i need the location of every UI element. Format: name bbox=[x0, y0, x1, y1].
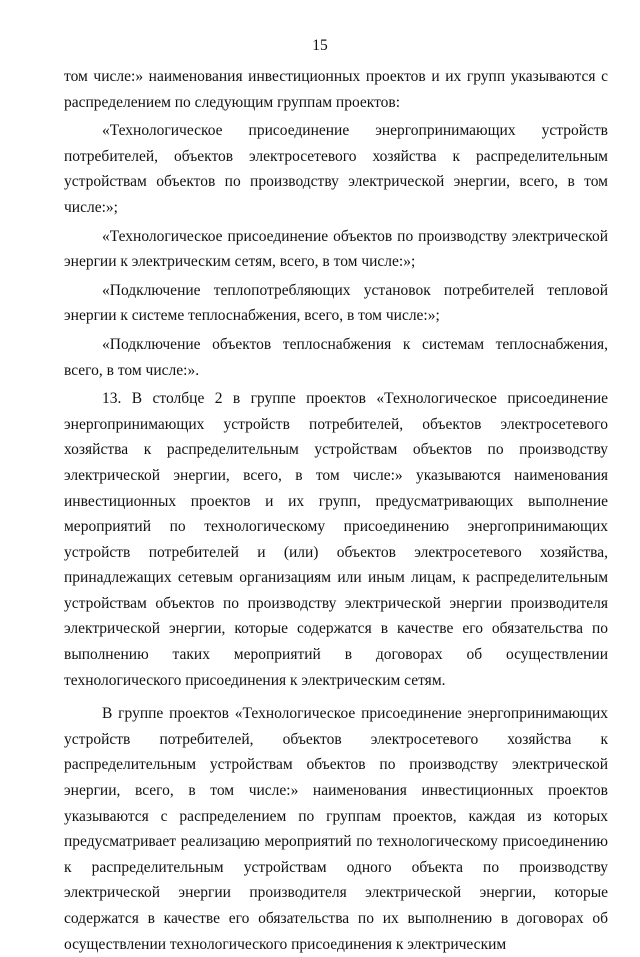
paragraph-quote-generation-connection: «Технологическое присоединение объектов по производству электрической энергии к электрическим сетям, всего, в том числе:»; bbox=[64, 227, 608, 271]
paragraph-continuation: том числе:» наименования инвестиционных проектов и их групп указываются с распределением по следующим группам проектов: bbox=[64, 68, 608, 111]
paragraph-project-group: В группе проектов «Технологическое присоединение энергопринимающих устройств потребителей, объектов электросетевого хозяйства к распределительным устройствам объектов по производству электрической энергии, всего, в том числе:» наименования инвестиционных проектов указываются с распределением по группам проектов, каждая из которых предусматривает реализацию мероприятий по технологическому присоединению к распределительным устройствам одного объекта по производству электрической энергии производителя электрической энергии, которые содержатся в качестве его обязательства по их выполнению в договорах об осуществлении технологического присоединения к электрическим bbox=[64, 705, 608, 953]
page-number: 15 bbox=[312, 37, 328, 54]
paragraph-quote-heat-consumers: «Подключение теплопотребляющих установок потребителей тепловой энергии к системе теплоснабжения, всего, в том числе:»; bbox=[64, 281, 608, 325]
paragraph-item-13: 13. В столбце 2 в группе проектов «Технологическое присоединение энергопринимающих устройств потребителей, объектов электросетевого хозяйства к распределительным устройствам объектов по производству электрической энергии, всего, в том числе:» указываются наименования инвестиционных проектов и их групп, предусматривающих выполнение мероприятий по технологическому присоединению энергопринимающих устройств потребителей и (или) объектов электросетевого хозяйства, принадлежащих сетевым организациям или иным лицам, к распределительным устройствам объектов по производству электрической энергии производителя электрической энергии, которые содержатся в качестве его обязательства по выполнению таких мероприятий в договорах об осуществлении технологического присоединения к электрическим сетям. bbox=[64, 390, 608, 689]
document-body bbox=[64, 64, 608, 957]
paragraph-quote-grid-connection: «Технологическое присоединение энергопринимающих устройств потребителей, объектов электросетевого хозяйства к распределительным устройствам объектов по производству электрической энергии, всего, в том числе:»; bbox=[64, 122, 608, 216]
paragraph-quote-heat-supply: «Подключение объектов теплоснабжения к системам теплоснабжения, всего, в том числе:». bbox=[64, 335, 608, 379]
